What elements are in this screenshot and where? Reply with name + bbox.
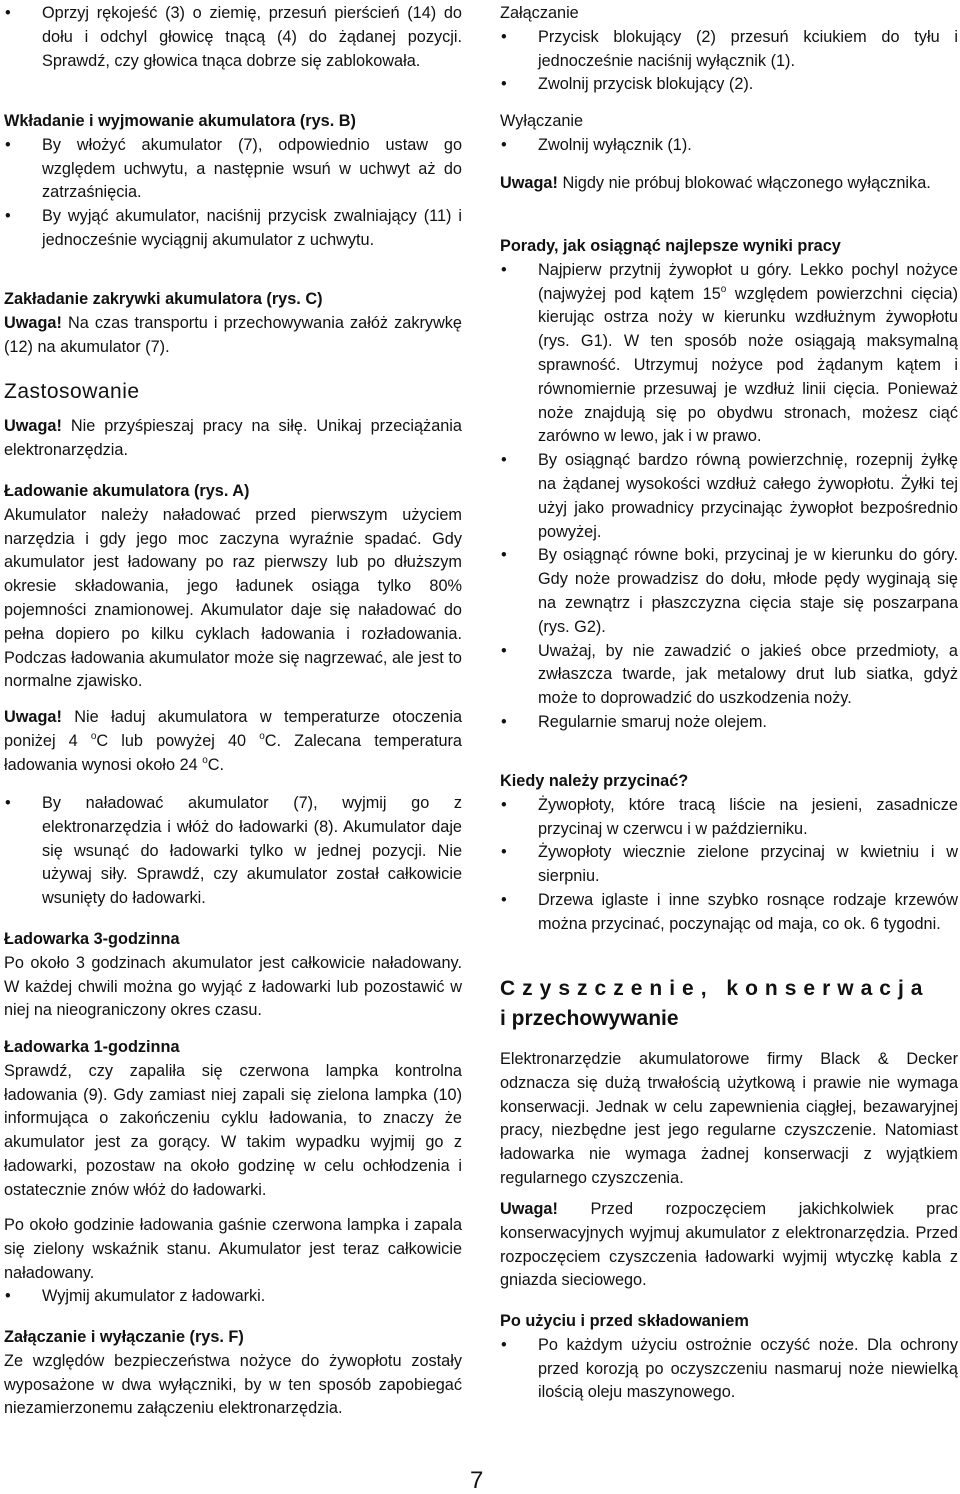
cleaning-warning-body: Przed rozpoczęciem jakichkolwiek prac konserwacyjnych wyjmuj akumulator z elektronarzędzia. Przed rozpoczęciem czyszczenia ładowarki wyjmij wtyczkę kabla z gniazda sieciowego. <box>500 1200 958 1290</box>
cover-text <box>4 312 462 360</box>
switch-off-section <box>500 110 958 158</box>
intro-list <box>4 2 462 73</box>
charger1-list <box>4 1285 462 1309</box>
warning-label: Uwaga! <box>4 313 62 332</box>
usage-section <box>4 378 462 406</box>
section-heading: Po użyciu i przed składowaniem <box>500 1312 749 1330</box>
charger1-section <box>4 1036 462 1203</box>
list-item: • Oprzyj rękojeść (3) o ziemię, przesuń pierścień (14) do dołu i odchyl głowicę tnącą (4) do żądanej pozycji. Sprawdź, czy głowica tnąca dobrze się zablokowała. <box>4 2 462 73</box>
warning-label: Uwaga! <box>4 417 62 435</box>
warning-label: Uwaga! <box>500 174 558 192</box>
section-heading: Ładowanie akumulatora (rys. A) <box>4 482 250 500</box>
charging-text: Akumulator należy naładować przed pierwszym użyciem narzędzia i gdy jego moc zaczyna wyraźnie spadać. Gdy akumulator jest ładowany po raz pierwszy lub po dłuższym okresie składowania, jego ładunek osiąga tylko 80% pojemności znamionowej. Akumulator daje się naładować do pełna dopiero po kilku cyklach ładowania i rozładowania. Podczas ładowania akumulator może się nagrzewać, ale jest to normalne zjawisko. <box>4 505 462 691</box>
list-item <box>500 259 958 449</box>
list-item: • Żywopłoty wiecznie zielone przycinaj w kwietniu i w sierpniu. <box>500 841 958 889</box>
list-item: • By osiągnąć bardzo równą powierzchnię, rozepnij żyłkę na żądanej wysokości wzdłuż całego żywopłotu. Żyłki tej użyj jako prowadnicy przycinając żywopłot bezpośrednio powyżej. <box>500 449 958 544</box>
page-heading-usage: Zastosowanie <box>4 380 140 403</box>
battery-insert-section <box>4 110 462 253</box>
usage-warning <box>4 415 462 463</box>
section-heading: Załączanie <box>500 4 579 22</box>
warning-label: Uwaga! <box>500 1200 558 1218</box>
tip-part: Najpierw przytnij żywopłot u góry. Lekko pochyl nożyce (najwyżej pod kątem 15 <box>538 260 958 303</box>
section-heading: Porady, jak osiągnąć najlepsze wyniki pracy <box>500 237 841 255</box>
list-item: • By włożyć akumulator (7), odpowiednio ustaw go względem uchwytu, a następnie wsuń w uchwyt aż do zatrzaśnięcia. <box>4 134 462 205</box>
charger3-section <box>4 928 462 1023</box>
page-heading-cleaning <box>500 974 958 1034</box>
cover-section <box>4 288 462 359</box>
list-item: • By wyjąć akumulator, naciśnij przycisk zwalniający (11) i jednocześnie wyciągnij akumulator z uchwytu. <box>4 205 462 253</box>
tips-list <box>500 259 958 735</box>
tip-part: względem powierzchni cięcia) kierując ostrza noży w kierunku wzdłużnym żywopłotu (rys. G1). W ten sposób noże osiągają maksymalną sprawność. Utrzymuj nożyce pod żądanym kątem i równomiernie przesuwaj je wzdłuż linii cięcia. Ponieważ noże znajdują się po obydwu stronach, możesz ciąć zarówno w lewo, jak i w prawo. <box>538 284 959 446</box>
after-use-list <box>500 1334 958 1405</box>
battery-insert-list <box>4 134 462 253</box>
section-heading: Ładowarka 1-godzinna <box>4 1038 180 1056</box>
when-list <box>500 794 958 937</box>
usage-body: Nie przyśpieszaj pracy na siłę. Unikaj przeciążania elektronarzędzia. <box>4 417 462 459</box>
section-heading: Załączanie i wyłączanie (rys. F) <box>4 1328 244 1346</box>
charger1-complete <box>4 1214 462 1309</box>
switch-off-list <box>500 134 958 158</box>
switch-warning <box>500 172 958 196</box>
list-item: • Przycisk blokujący (2) przesuń kciukiem do tyłu i jednocześnie naciśnij wyłącznik (1). <box>500 26 958 74</box>
section-heading: Ładowarka 3-godzinna <box>4 930 180 948</box>
charger1-complete-text: Po około godzinie ładowania gaśnie czerwona lampka i zapala się zielony wskaźnik stanu. Akumulator jest teraz całkowicie naładowany. <box>4 1216 462 1282</box>
charger1-text: Sprawdź, czy zapaliła się czerwona lampka kontrolna ładowania (9). Gdy zamiast niej zapali się zielona lampka (10) informująca o zakończeniu cyklu ładowania, to znaczy że akumulator jest za gorący. W takim wypadku wyjmij go z ładowarki, pozostaw na około godzinę w celu ochłodzenia i ostatecznie znów włóż do ładowarki. <box>4 1061 462 1199</box>
list-item: • Zwolnij przycisk blokujący (2). <box>500 73 958 97</box>
degree-symbol: o <box>202 754 208 766</box>
switch-on-section <box>500 2 958 97</box>
list-item: • Regularnie smaruj noże olejem. <box>500 711 958 735</box>
section-heading: Wkładanie i wyjmowanie akumulatora (rys. B) <box>4 112 356 130</box>
temp-part: C lub powyżej 40 <box>96 731 247 750</box>
list-item: • Drzewa iglaste i inne szybko rosnące rodzaje krzewów można przycinać, poczynając od maja, co ok. 6 tygodni. <box>500 889 958 937</box>
switching-section <box>4 1326 462 1421</box>
charger3-text: Po około 3 godzinach akumulator jest całkowicie naładowany. W każdej chwili można go wyjąć z ładowarki lub pozostawić w niej na nieograniczony okres czasu. <box>4 953 462 1020</box>
temperature-text <box>4 706 462 777</box>
list-item: • Zwolnij wyłącznik (1). <box>500 134 958 158</box>
page-number: 7 <box>470 1467 484 1494</box>
temp-part: C. Zalecana temperatura ładowania wynosi około 24 <box>4 731 462 774</box>
section-heading: Zakładanie zakrywki akumulatora (rys. C) <box>4 290 323 308</box>
cleaning-section <box>500 974 958 1191</box>
list-item: • Po każdym użyciu ostrożnie oczyść noże. Dla ochrony przed korozją po oczyszczeniu nasmaruj noże niewielką ilością oleju maszynowego. <box>500 1334 958 1405</box>
temperature-warning <box>4 706 462 777</box>
after-use-section <box>500 1310 958 1405</box>
switch-on-list <box>500 26 958 97</box>
cover-body: Na czas transportu i przechowywania załóż zakrywkę (12) na akumulator (7). <box>4 313 462 356</box>
list-item: • By naładować akumulator (7), wyjmij go z elektronarzędzia i włóż do ładowarki (8). Akumulator daje się wsunąć do ładowarki tylko w jednej pozycji. Nie używaj siły. Sprawdź, czy akumulator został całkowicie wsunięty do ładowarki. <box>4 792 462 911</box>
switch-warning-body: Nigdy nie próbuj blokować włączonego wyłącznika. <box>562 174 931 192</box>
degree-symbol: o <box>90 730 97 742</box>
list-item: • Żywopłoty, które tracą liście na jesieni, zasadnicze przycinaj w czerwcu i w październiku. <box>500 794 958 842</box>
degree-symbol: o <box>720 283 727 295</box>
switching-text: Ze względów bezpieczeństwa nożyce do żywopłotu zostały wyposażone w dwa wyłączniki, by w ten sposób zapobiegać niezamierzonemu załączeniu elektronarzędzia. <box>4 1351 462 1418</box>
switch-warning-text <box>500 172 958 196</box>
cleaning-text: Elektronarzędzie akumulatorowe firmy Black & Decker odznacza się dużą trwałością użytkową i prawie nie wymaga konserwacji. Jednak w celu zapewnienia ciągłej, bezawaryjnej pracy, niezbędne jest jego regularne czyszczenie. Natomiast ładowarka nie wymaga żadnej konserwacji z wyjątkiem regularnego czyszczenia. <box>500 1050 958 1187</box>
section-heading: Kiedy należy przycinać? <box>500 772 689 790</box>
cleaning-warning-text <box>500 1198 958 1293</box>
list-item: • Uważaj, by nie zawadzić o jakieś obce przedmioty, a zwłaszcza twarde, jak metalowy drut lub siatka, gdyż może to doprowadzić do uszkodzenia noży. <box>500 640 958 711</box>
usage-text <box>4 415 462 463</box>
degree-symbol: o <box>259 730 265 742</box>
cleaning-warning <box>500 1198 958 1293</box>
section-heading: Wyłączanie <box>500 112 584 130</box>
when-section <box>500 770 958 937</box>
charging-list <box>4 792 462 911</box>
charging-section <box>4 480 462 694</box>
cleaning-heading-line2: i przechowywanie <box>500 1007 679 1030</box>
warning-label: Uwaga! <box>4 708 62 726</box>
list-item: • By osiągnąć równe boki, przycinaj je w kierunku do góry. Gdy noże prowadzisz do dołu, młode pędy wyginają się na zewnątrz i płaszczyzna cięcia staje się poszarpana (rys. G2). <box>500 544 958 639</box>
temp-part: C. <box>207 755 225 774</box>
tips-section <box>500 235 958 735</box>
temp-part: Nie ładuj akumulatora w temperaturze otoczenia poniżej 4 <box>4 708 462 750</box>
list-item: • Wyjmij akumulator z ładowarki. <box>4 1285 462 1309</box>
cleaning-heading-line1: Czyszczenie, konserwacja <box>500 977 930 1000</box>
